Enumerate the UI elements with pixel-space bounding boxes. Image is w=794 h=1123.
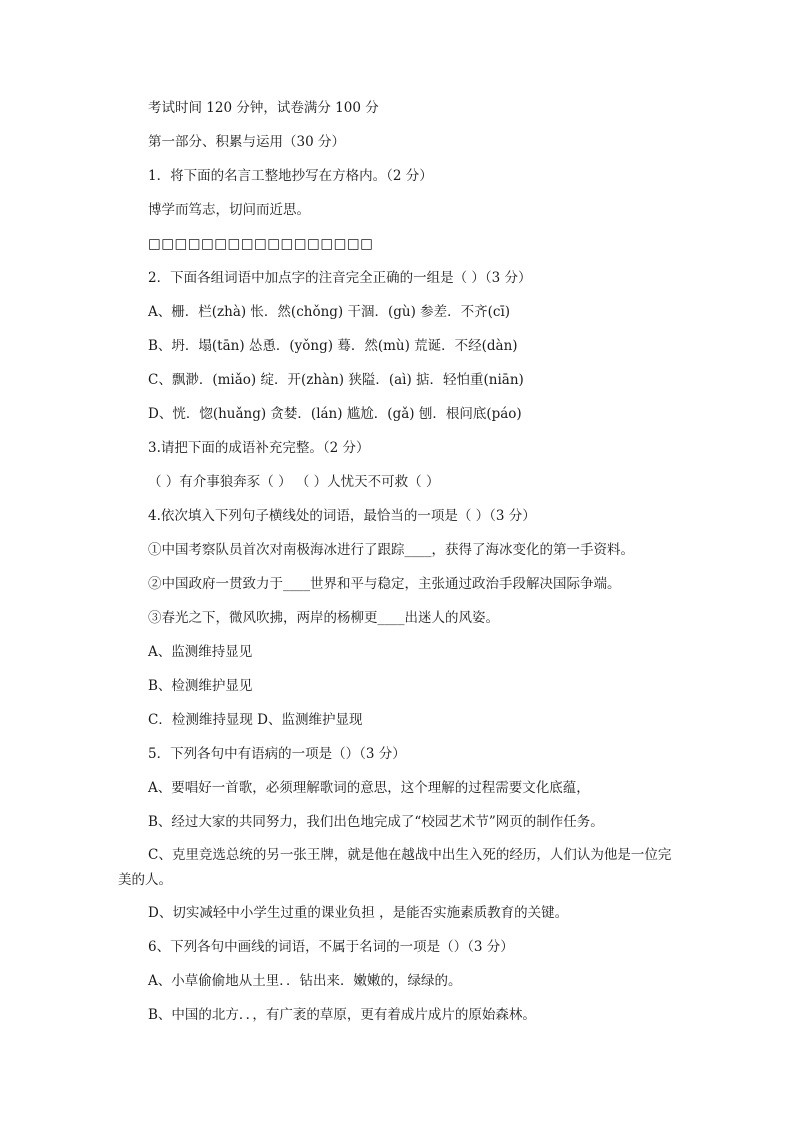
q6-stem: 6、下列各句中画线的词语，不属于名词的一项是（）（3 分）	[148, 939, 514, 955]
q2-option-a: A、栅．栏(zhà) 怅．然(chǒng) 干涸．(gù) 参差．不齐(cī)	[148, 304, 511, 320]
q5-option-d: D、切实减轻中小学生过重的课业负担 ，是能否实施素质教育的关键。	[148, 905, 569, 921]
q4-sentence-2: ②中国政府一贯致力于____世界和平与稳定，主张通过政治手段解决国际争端。	[148, 576, 621, 592]
q5-stem: 5．下列各句中有语病的一项是（）（3 分）	[148, 746, 406, 762]
q3-stem: 3.请把下面的成语补充完整。（2 分）	[148, 440, 370, 456]
q2-option-d: D、恍．惚(huǎng) 贪婪．(lán) 尴尬．(gǎ) 刨．根问底(páo)	[148, 406, 522, 422]
q1-answer-boxes: □□□□□□□□□□□□□□□□□	[148, 236, 374, 252]
q5-option-b: B、经过大家的共同努力，我们出色地完成了“校园艺术节”网页的制作任务。	[148, 814, 604, 830]
q4-option-a: A、监测维持显见	[148, 644, 253, 660]
exam-info: 考试时间 120 分钟，试卷满分 100 分	[148, 100, 379, 116]
section-title: 第一部分、积累与运用（30 分）	[148, 134, 345, 150]
q4-sentence-3: ③春光之下，微风吹拂，两岸的杨柳更____出迷人的风姿。	[148, 610, 499, 626]
q5-option-c	[118, 843, 676, 893]
q2-stem: 2．下面各组词语中加点字的注音完全正确的一组是（ ）（3 分）	[148, 270, 532, 286]
q1-stem: 1．将下面的名言工整地抄写在方格内。（2 分）	[148, 168, 433, 184]
q3-content: （ ）有介事狼奔豕（ ） （ ）人忧天不可救（ ）	[148, 474, 440, 490]
q2-option-b: B、坍．塌(tān) 怂恿．(yǒng) 蓦．然(mù) 荒诞．不经(dàn)	[148, 338, 518, 354]
q1-quote: 博学而笃志，切问而近思。	[148, 202, 310, 218]
q2-option-c: C、飘渺．(miǎo) 绽．开(zhàn) 狭隘．(aì) 掂．轻怕重(niān)	[148, 372, 524, 388]
q4-sentence-1: ①中国考察队员首次对南极海冰进行了跟踪____，获得了海冰变化的第一手资料。	[148, 542, 634, 558]
q6-option-a: A、小草偷偷地从土里．．钻出来．嫩嫩的，绿绿的。	[148, 973, 462, 989]
q4-option-cd: C．检测维持显现 D、监测维护显现	[148, 712, 363, 728]
q6-option-b: B、中国的北方．．，有广袤的草原，更有着成片成片的原始森林。	[148, 1007, 536, 1023]
q4-option-b: B、检测维护显见	[148, 678, 253, 694]
q5-option-a: A、要唱好一首歌，必须理解歌词的意思，这个理解的过程需要文化底蕴，	[148, 780, 590, 796]
q5-option-c-text: C、克里竞选总统的另一张王牌，就是他在越战中出生入死的经历，人们认为他是一位完美的人。	[118, 847, 672, 888]
q4-stem: 4.依次填入下列句子横线处的词语，最恰当的一项是（ ）（3 分）	[148, 508, 536, 524]
